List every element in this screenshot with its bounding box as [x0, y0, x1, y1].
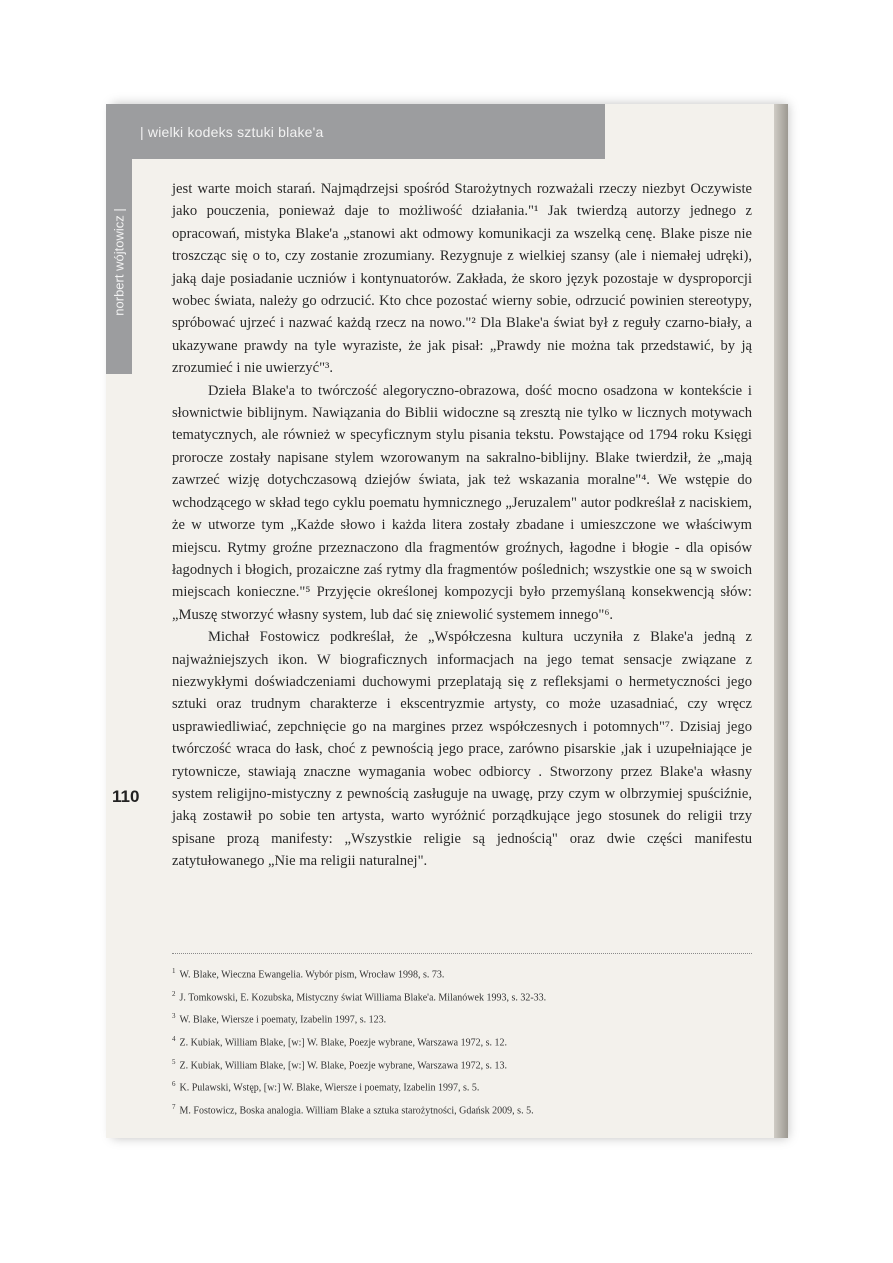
footnote: $^2$ J. Tomkowski, E. Kozubska, Mistyczny świat Williama Blake'a. Milanówek 1993, s. 32-33.	[172, 989, 547, 1003]
footnote: $^4$ Z. Kubiak, William Blake, [w:] W. Blake, Poezje wybrane, Warszawa 1972, s. 12.	[172, 1034, 508, 1049]
body-text	[172, 178, 752, 873]
page-number: 110	[112, 787, 140, 806]
running-header-title: | wielki kodeks sztuki blake'a	[140, 124, 324, 140]
paragraph: Dzieła Blake'a to twórczość alegoryczno-obrazowa, dość mocno osadzona w kontekście i słownictwie biblijnym. Nawiązania do Biblii widoczne są zresztą nie tylko w licznych motywach tematycznych, ale również w specyficznym stylu pisania tekstu. Powstające od 1794 roku Księgi prorocze zostały napisane stylem wzorowanym na sakralno-biblijny. Blake twierdził, że „mają zawrzeć wizję dotychczasową dziejów świata, jak też wskazania moralne"⁴. We wstępie do wchodzącego w skład tego cyklu poematu hymnicznego „Jeruzalem" autor podkreślał z naciskiem, że w utworze tym „Każde słowo i każda litera zostały zbadane i umieszczone we właściwym miejscu. Rytmy groźne przeznaczono dla fragmentów groźnych, łagodne i błogie - dla opisów łagodnych i błogich, prozaiczne zaś rytmy dla fragmentów poślednich; wszystkie one są w swoich miejscach konieczne."⁵ Przyjęcie określonej kompozycji było przemyślaną konsekwencją słów: „Muszę stworzyć własny system, lub dać się zniewolić systemem innego"⁶.	[172, 382, 752, 623]
footnotes	[172, 962, 752, 1120]
page-spine-shadow	[774, 104, 788, 1138]
paragraph: jest warte moich starań. Najmądrzejsi spośród Starożytnych rozważali rzeczy niezbyt Oczywiste jako pouczenia, ponieważ daje to możliwość działania."¹ Jak twierdzą autorzy jednego z opracowań, mistyka Blake'a „stanowi akt odmowy komunikacji za wszelką cenę. Blake pisze nie troszcząc się o to, czy zostanie zrozumiany. Rezygnuje z wielkiej szansy (ale i niemałej udręki), jaką daje posiadanie uczniów i kontynuatorów. Zakłada, że skoro język pozostaje w dysproporcji wobec świata, należy go odrzucić. Kto chce pozostać wierny sobie, odrzucić powinien stereotypy, spróbować ujrzeć i nazwać każdą rzecz na nowo."² Dla Blake'a świat był z reguły czarno-biały, a ukazywane prawdy na tyle wyraziste, że jak pisał: „Prawdy nie można tak przedstawić, by ją zrozumieć i nie uwierzyć"³.	[172, 181, 752, 377]
author-side-label: norbert wójtowicz |	[111, 208, 127, 316]
footnote: $^6$ K. Pulawski, Wstęp, [w:] W. Blake, Wiersze i poematy, Izabelin 1997, s. 5.	[172, 1080, 480, 1094]
footnote: $^3$ W. Blake, Wiersze i poematy, Izabelin 1997, s. 123.	[172, 1012, 387, 1026]
footnote: $^1$ W. Blake, Wieczna Ewangelia. Wybór pism, Wrocław 1998, s. 73.	[172, 967, 445, 981]
footnote: $^7$ M. Fostowicz, Boska analogia. William Blake a sztuka starożytności, Gdańsk 2009, s. 5.	[172, 1102, 534, 1117]
footnote: $^5$ Z. Kubiak, William Blake, [w:] W. Blake, Poezje wybrane, Warszawa 1972, s. 13.	[172, 1057, 508, 1071]
paragraph: Michał Fostowicz podkreślał, że „Współczesna kultura uczyniła z Blake'a jedną z najważniejszych ikon. W biograficznych informacjach na jego temat sensacje związane z niezwykłymi doświadczeniami duchowymi przeplatają się z refleksjami o hermetyczności jego sztuki oraz trudnym charakterze i ekscentryzmie artysty, co może uzasadniać, czy wręcz usprawiedliwiać, zepchnięcie go na margines przez współczesnych i potomnych"⁷. Dzisiaj jego twórczość wraca do łask, choć z pewnością jego prace, zarówno pisarskie ,jak i uzupełniające je rytownicze, stawiają znaczne wymagania wobec odbiorcy . Stworzony przez Blake'a własny system religijno-mistyczny z pewnością zasługuje na uwagę, przy czym w olbrzymiej spuściźnie, jaką zostawił po sobie ten artysta, warto wyróżnić porządkujące jego stosunek do religii trzy spisane prozą manifesty: „Wszystkie religie są jednością" oraz dwie części manifestu zatytułowanego „Nie ma religii naturalnej".	[172, 629, 752, 870]
footnote-divider	[172, 953, 752, 954]
